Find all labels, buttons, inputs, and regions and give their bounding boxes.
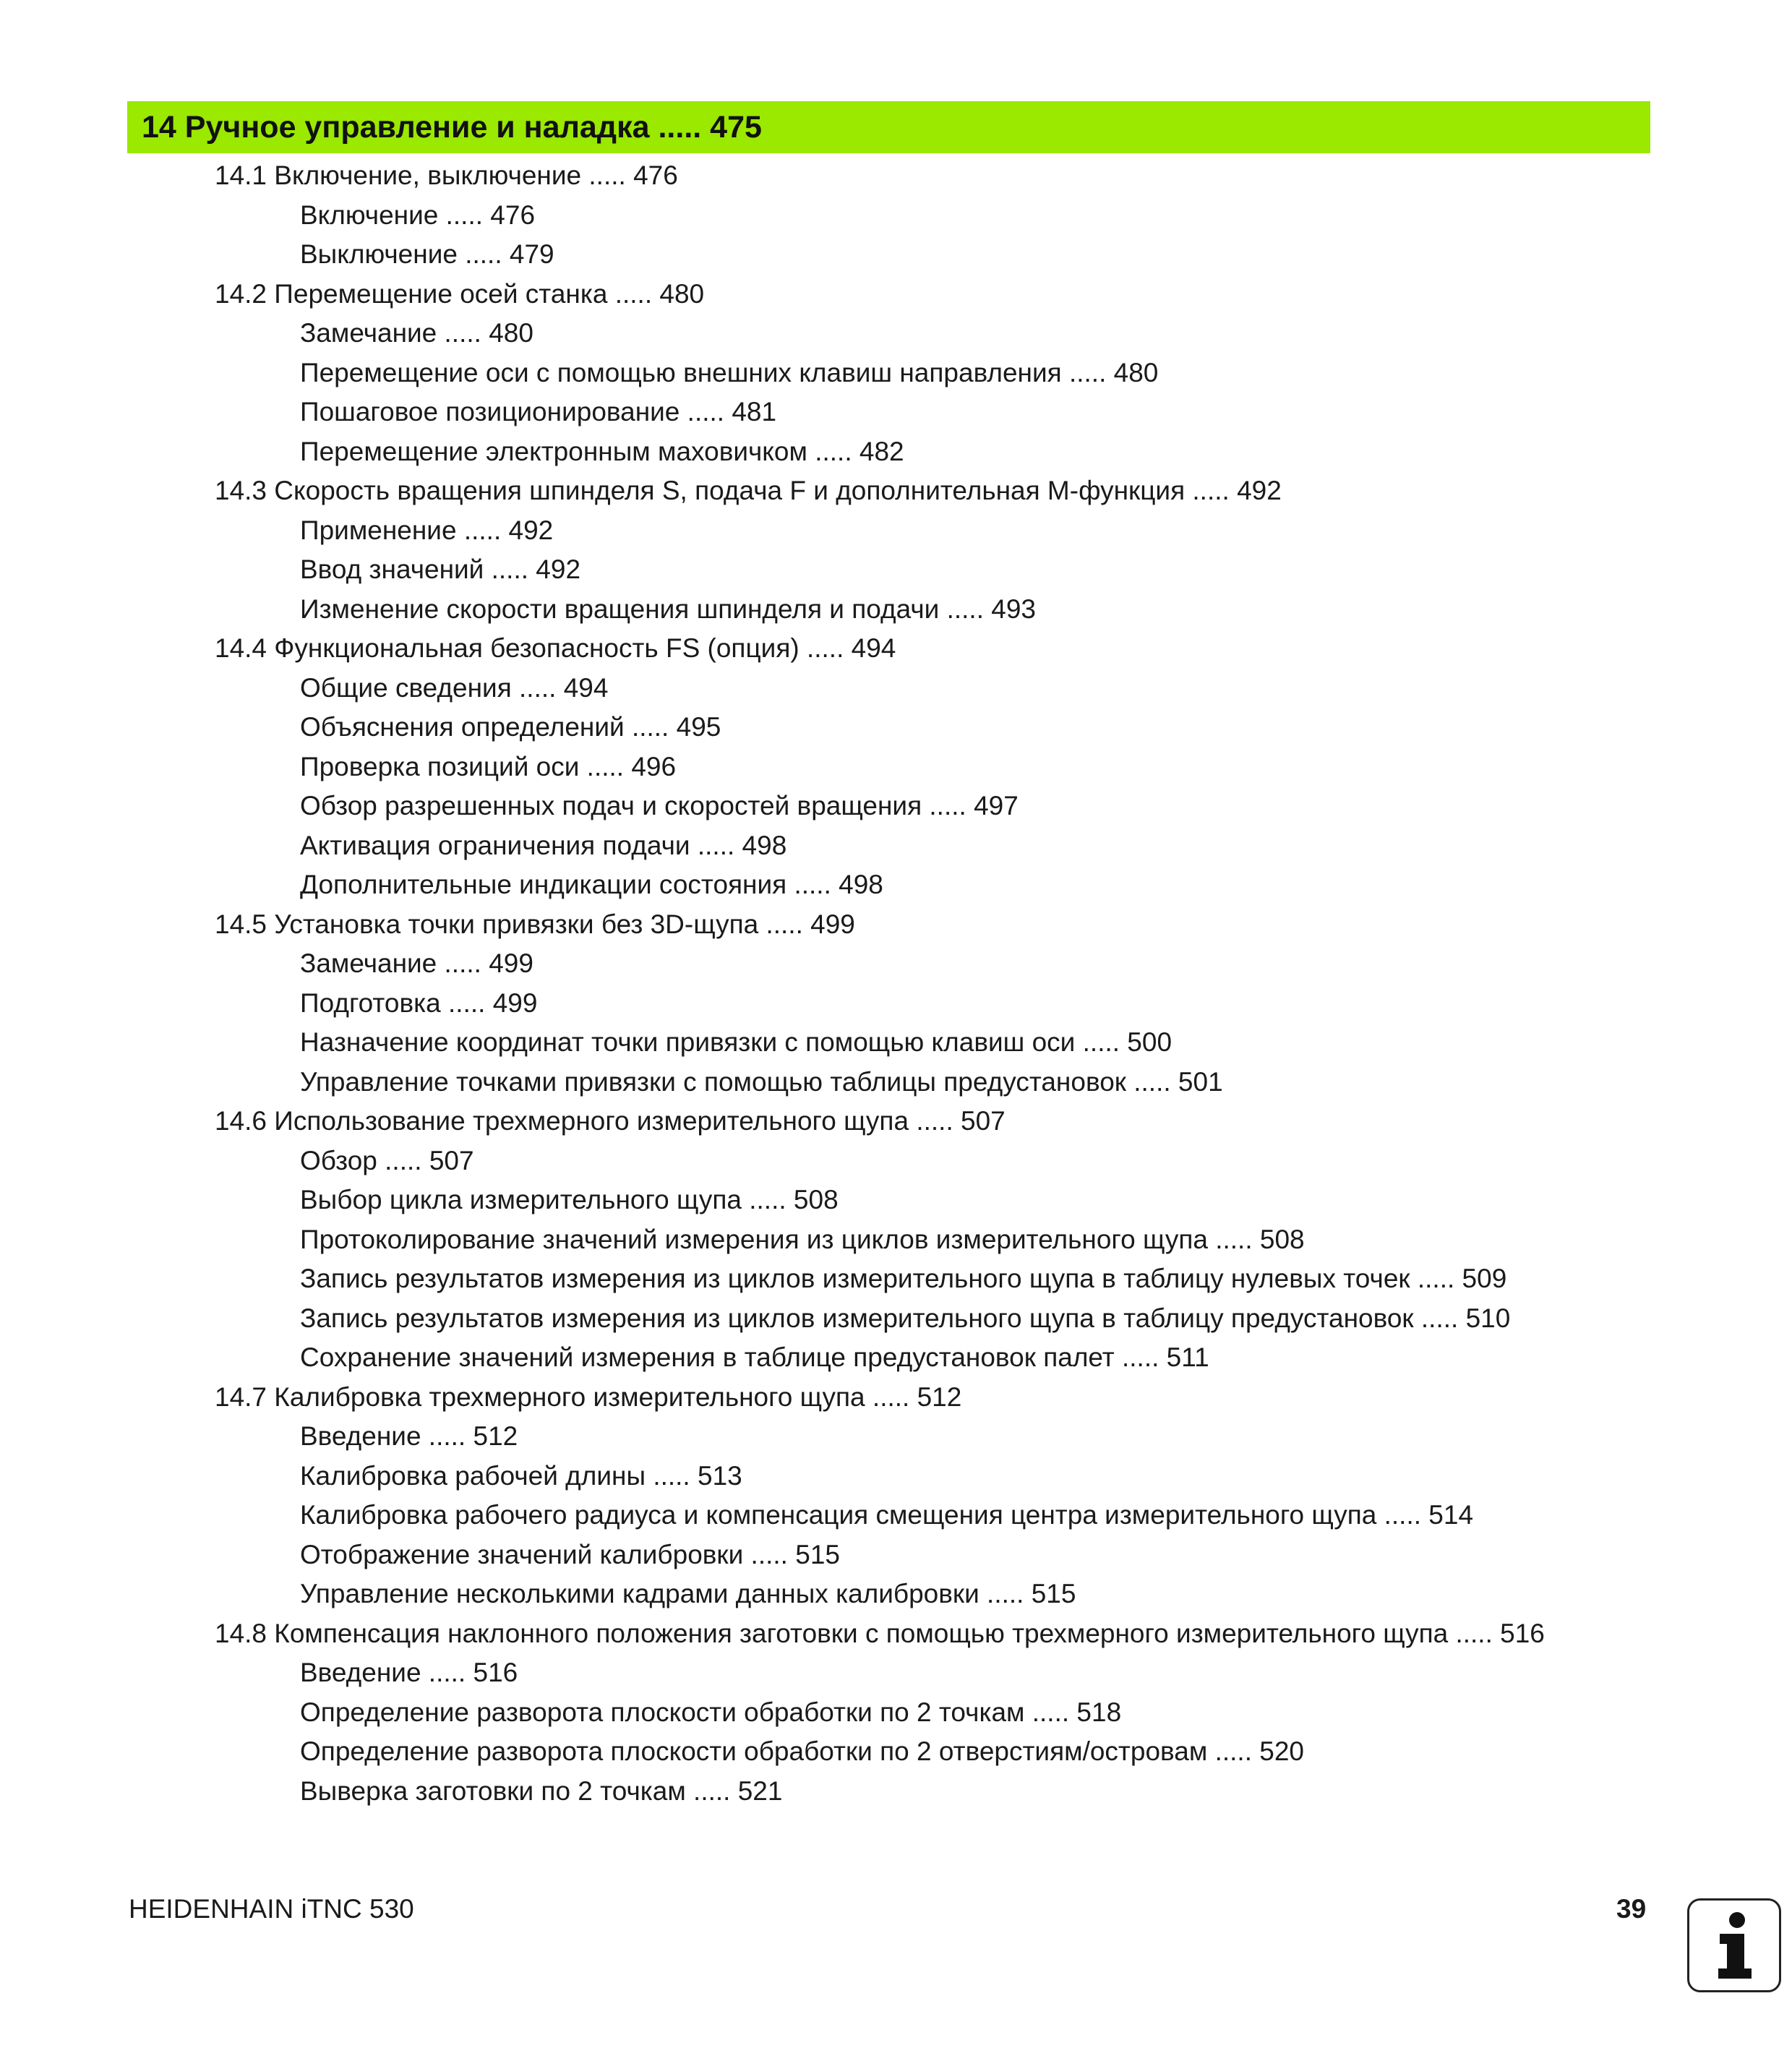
footer-product-name: HEIDENHAIN iTNC 530 [129,1894,414,1924]
toc-subsection-entry[interactable]: Объяснения определений ..... 495 [300,712,721,742]
toc-subsection-entry[interactable]: Изменение скорости вращения шпинделя и подачи ..... 493 [300,594,1037,624]
toc-subsection-entry[interactable]: Управление точками привязки с помощью таблицы предустановок ..... 501 [300,1066,1223,1097]
toc-subsection-entry[interactable]: Пошаговое позиционирование ..... 481 [300,397,777,427]
table-of-contents [0,156,1792,1811]
toc-section-entry[interactable]: 14.5 Установка точки привязки без 3D-щупа ..... 499 [215,909,855,939]
info-glyph [1689,1901,1779,1990]
toc-section-entry[interactable]: 14.2 Перемещение осей станка ..... 480 [215,278,705,309]
toc-subsection-entry[interactable]: Проверка позиций оси ..... 496 [300,751,677,781]
toc-subsection-entry[interactable]: Перемещение электронным маховичком ..... 482 [300,436,904,466]
toc-subsection-entry[interactable]: Калибровка рабочей длины ..... 513 [300,1460,742,1491]
toc-subsection-entry[interactable]: Подготовка ..... 499 [300,987,538,1018]
toc-section-entry[interactable]: 14.4 Функциональная безопасность FS (опция) ..... 494 [215,633,896,663]
toc-subsection-entry[interactable]: Выверка заготовки по 2 точкам ..... 521 [300,1775,783,1806]
toc-section-entry[interactable]: 14.1 Включение, выключение ..... 476 [215,160,678,190]
toc-subsection-entry[interactable]: Введение ..... 512 [300,1421,518,1451]
toc-subsection-entry[interactable]: Замечание ..... 499 [300,948,533,978]
toc-section-entry[interactable]: 14.3 Скорость вращения шпинделя S, подача F и дополнительная M-функция ..... 492 [215,476,1282,505]
toc-subsection-entry[interactable]: Применение ..... 492 [300,515,554,545]
toc-section-entry[interactable]: 14.7 Калибровка трехмерного измерительного щупа ..... 512 [215,1381,962,1412]
toc-subsection-entry[interactable]: Запись результатов измерения из циклов измерительного щупа в таблицу предустановок ..... 510 [300,1303,1511,1333]
toc-subsection-entry[interactable]: Дополнительные индикации состояния ..... 498 [300,870,883,899]
chapter-header [127,101,1650,153]
toc-subsection-entry[interactable]: Активация ограничения подачи ..... 498 [300,830,787,860]
toc-subsection-entry[interactable]: Калибровка рабочего радиуса и компенсация смещения центра измерительного щупа ..... 514 [300,1500,1474,1530]
toc-subsection-entry[interactable]: Протоколирование значений измерения из циклов измерительного щупа ..... 508 [300,1224,1305,1254]
toc-section-entry[interactable]: 14.8 Компенсация наклонного положения заготовки с помощью трехмерного измерительного щупа ..... 516 [215,1618,1545,1648]
toc-subsection-entry[interactable]: Включение ..... 476 [300,200,536,230]
toc-subsection-entry[interactable]: Отображение значений калибровки ..... 515 [300,1539,840,1569]
toc-subsection-entry[interactable]: Управление несколькими кадрами данных калибровки ..... 515 [300,1579,1076,1608]
toc-subsection-entry[interactable]: Выключение ..... 479 [300,239,554,269]
toc-subsection-entry[interactable]: Выбор цикла измерительного щупа ..... 508 [300,1185,839,1214]
toc-subsection-entry[interactable]: Сохранение значений измерения в таблице предустановок палет ..... 511 [300,1342,1209,1372]
info-icon[interactable] [1687,1898,1781,1992]
toc-subsection-entry[interactable]: Обзор разрешенных подач и скоростей вращения ..... 497 [300,791,1019,821]
chapter-title[interactable]: 14 Ручное управление и наладка ..... 475 [142,109,762,145]
toc-subsection-entry[interactable]: Введение ..... 516 [300,1658,518,1687]
toc-subsection-entry[interactable]: Назначение координат точки привязки с помощью клавиш оси ..... 500 [300,1027,1172,1057]
toc-subsection-entry[interactable]: Запись результатов измерения из циклов измерительного щупа в таблицу нулевых точек ..... 509 [300,1264,1507,1293]
toc-subsection-entry[interactable]: Общие сведения ..... 494 [300,672,609,703]
toc-section-entry[interactable]: 14.6 Использование трехмерного измерительного щупа ..... 507 [215,1106,1006,1136]
toc-subsection-entry[interactable]: Замечание ..... 480 [300,318,533,348]
toc-subsection-entry[interactable]: Перемещение оси с помощью внешних клавиш направления ..... 480 [300,357,1159,387]
toc-subsection-entry[interactable]: Определение разворота плоскости обработки по 2 точкам ..... 518 [300,1697,1122,1727]
toc-subsection-entry[interactable]: Обзор ..... 507 [300,1145,474,1175]
toc-subsection-entry[interactable]: Ввод значений ..... 492 [300,554,581,584]
page-number: 39 [1616,1894,1647,1924]
toc-subsection-entry[interactable]: Определение разворота плоскости обработки по 2 отверстиям/островам ..... 520 [300,1736,1304,1766]
